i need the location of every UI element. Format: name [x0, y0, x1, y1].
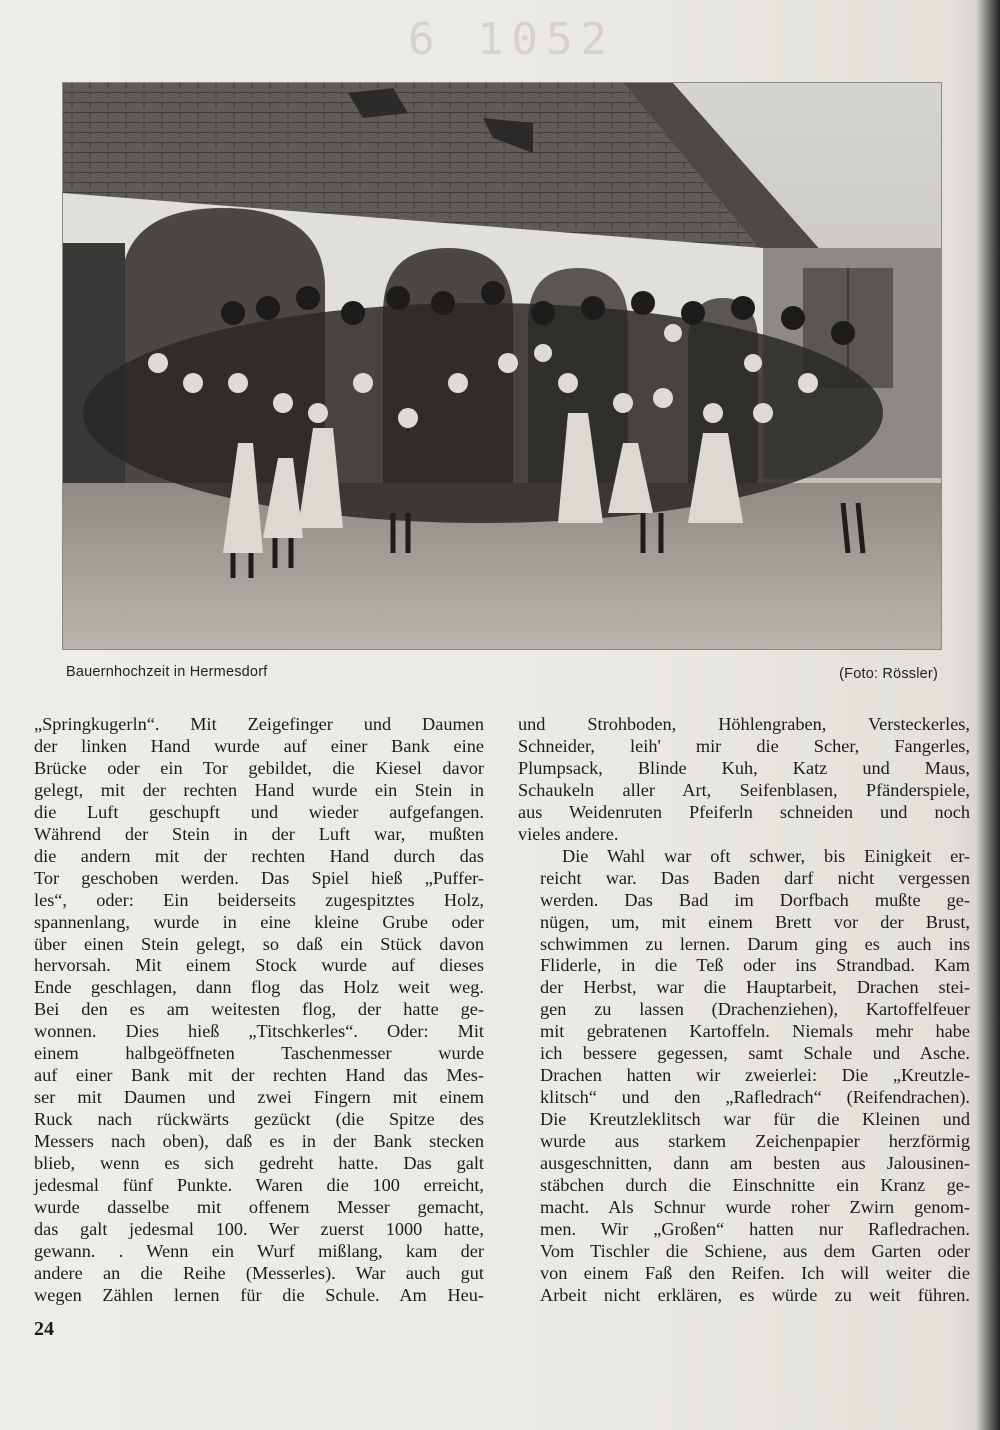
paragraph — [34, 714, 484, 1307]
text-line: Tor geschoben werden. Das Spiel hieß „Puffer- — [34, 867, 484, 888]
text-line: reicht war. Das Baden darf nicht vergessen — [540, 867, 970, 888]
text-line: von einem Faß den Reifen. Ich will weiter die — [540, 1262, 970, 1283]
text-line: macht. Als Schnur wurde roher Zwirn genom- — [540, 1196, 970, 1217]
text-line: Schaukeln aller Art, Seifenblasen, Pfänderspiele, — [518, 779, 970, 800]
text-line: einem halbgeöffneten Taschenmesser wurde — [34, 1043, 484, 1064]
text-line: gelegt, mit der rechten Hand wurde ein Stein in — [34, 779, 484, 800]
text-line: Ende geschlagen, dann flog das Holz weit weg. — [34, 977, 484, 998]
text-line: klitsch“ und den „Rafledrach“ (Reifendrachen). — [540, 1087, 970, 1108]
text-line: der linken Hand wurde auf einer Bank eine — [34, 735, 484, 756]
text-line: schwimmen zu lernen. Darum ging es auch ins — [540, 933, 970, 954]
text-line: wonnen. Dies hieß „Titschkerles“. Oder: Mit — [34, 1021, 484, 1042]
text-line: wurde aus starkem Zeichenpapier herzförmig — [540, 1131, 970, 1152]
text-line: Die Kreutzleklitsch war für die Kleinen und — [540, 1109, 970, 1130]
text-line: men. Wir „Großen“ hatten nur Rafledrachen. — [540, 1218, 970, 1239]
text-line: stäbchen durch die Einschnitte ein Kranz ge- — [540, 1175, 970, 1196]
text-line: gen zu lassen (Drachenziehen), Kartoffelfeuer — [540, 999, 970, 1020]
paragraph — [518, 714, 970, 846]
text-line: Während der Stein in der Luft war, mußten — [34, 823, 484, 844]
text-line: Vom Tischler die Schiene, aus dem Garten oder — [540, 1240, 970, 1261]
text-line: vieles andere. — [518, 823, 619, 844]
text-line: andere an die Reihe (Messerles). War auch gut — [34, 1262, 484, 1283]
text-line: über einen Stein gelegt, so daß ein Stück davon — [34, 933, 484, 954]
text-line: aus Weidenruten Pfeiferln schneiden und noch — [518, 801, 970, 822]
text-line: und Strohboden, Höhlengraben, Versteckerles, — [518, 714, 970, 734]
text-line: Arbeit nicht erklären, es würde zu weit führen. — [540, 1284, 970, 1305]
text-line: Messers nach oben), daß es in der Bank stecken — [34, 1131, 484, 1152]
text-line: die andern mit der rechten Hand durch das — [34, 845, 484, 866]
text-line: die Luft geschupft und wieder aufgefangen. — [34, 801, 484, 822]
text-line: ich bessere gegessen, samt Schale und Asche. — [540, 1043, 970, 1064]
text-line: Schneider, leih' mir die Scher, Fangerles, — [518, 735, 970, 756]
text-line: mit gebratenen Kartoffeln. Niemals mehr habe — [540, 1021, 970, 1042]
wedding-photo — [62, 82, 942, 650]
text-line: Fliderle, in die Teß oder ins Strandbad. Kam — [540, 955, 970, 976]
photo-credit: (Foto: Rössler) — [839, 666, 938, 682]
text-line: Ruck nach rückwärts gezückt (die Spitze des — [34, 1109, 484, 1130]
text-line: nügen, um, mit einem Brett vor der Brust, — [540, 911, 970, 932]
text-line: hervorsah. Mit einem Stock wurde auf dieses — [34, 955, 484, 976]
text-line: wurde dasselbe mit offenem Messer gemacht, — [34, 1196, 484, 1217]
text-line: ausgeschnitten, dann am besten aus Jalousinen- — [540, 1153, 970, 1174]
binding-shadow — [976, 0, 1000, 1430]
text-line: Plumpsack, Blinde Kuh, Katz und Maus, — [518, 757, 970, 778]
photo-caption: Bauernhochzeit in Hermesdorf — [66, 664, 268, 680]
text-column-right — [518, 714, 970, 1307]
wedding-photo-image — [63, 83, 941, 649]
faint-stamp: 6 1052 — [408, 14, 615, 65]
text-line: Die Wahl war oft schwer, bis Einigkeit er- — [562, 845, 970, 866]
text-line: werden. Das Bad im Dorfbach mußte ge- — [540, 889, 970, 910]
text-line: Brücke oder ein Tor gebildet, die Kiesel davor — [34, 757, 484, 778]
text-line: les“, oder: Ein beiderseits zugespitztes Holz, — [34, 889, 484, 910]
text-line: blieb, wenn es sich gedreht hatte. Das galt — [34, 1153, 484, 1174]
text-line: Drachen hatten wir zweierlei: Die „Kreutzle- — [540, 1065, 970, 1086]
text-column-left — [34, 714, 484, 1307]
text-line: wegen Zählen lernen für die Schule. Am Heu- — [34, 1284, 484, 1305]
paragraph — [518, 846, 970, 1307]
text-line: ser mit Daumen und zwei Fingern mit einem — [34, 1087, 484, 1108]
text-line: gewann. . Wenn ein Wurf mißlang, kam der — [34, 1240, 484, 1261]
text-line: das galt jedesmal 100. Wer zuerst 1000 hatte, — [34, 1218, 484, 1239]
text-line: „Springkugerln“. Mit Zeigefinger und Daumen — [34, 714, 484, 734]
text-line: Bei den es am weitesten flog, der hatte ge- — [34, 999, 484, 1020]
page-number: 24 — [34, 1318, 54, 1340]
text-line: jedesmal fünf Punkte. Waren die 100 erreicht, — [34, 1175, 484, 1196]
text-line: der Herbst, war die Hauptarbeit, Drachen stei- — [540, 977, 970, 998]
text-line: spannenlang, wurde in eine kleine Grube oder — [34, 911, 484, 932]
text-line: auf einer Bank mit der rechten Hand das Mes- — [34, 1065, 484, 1086]
